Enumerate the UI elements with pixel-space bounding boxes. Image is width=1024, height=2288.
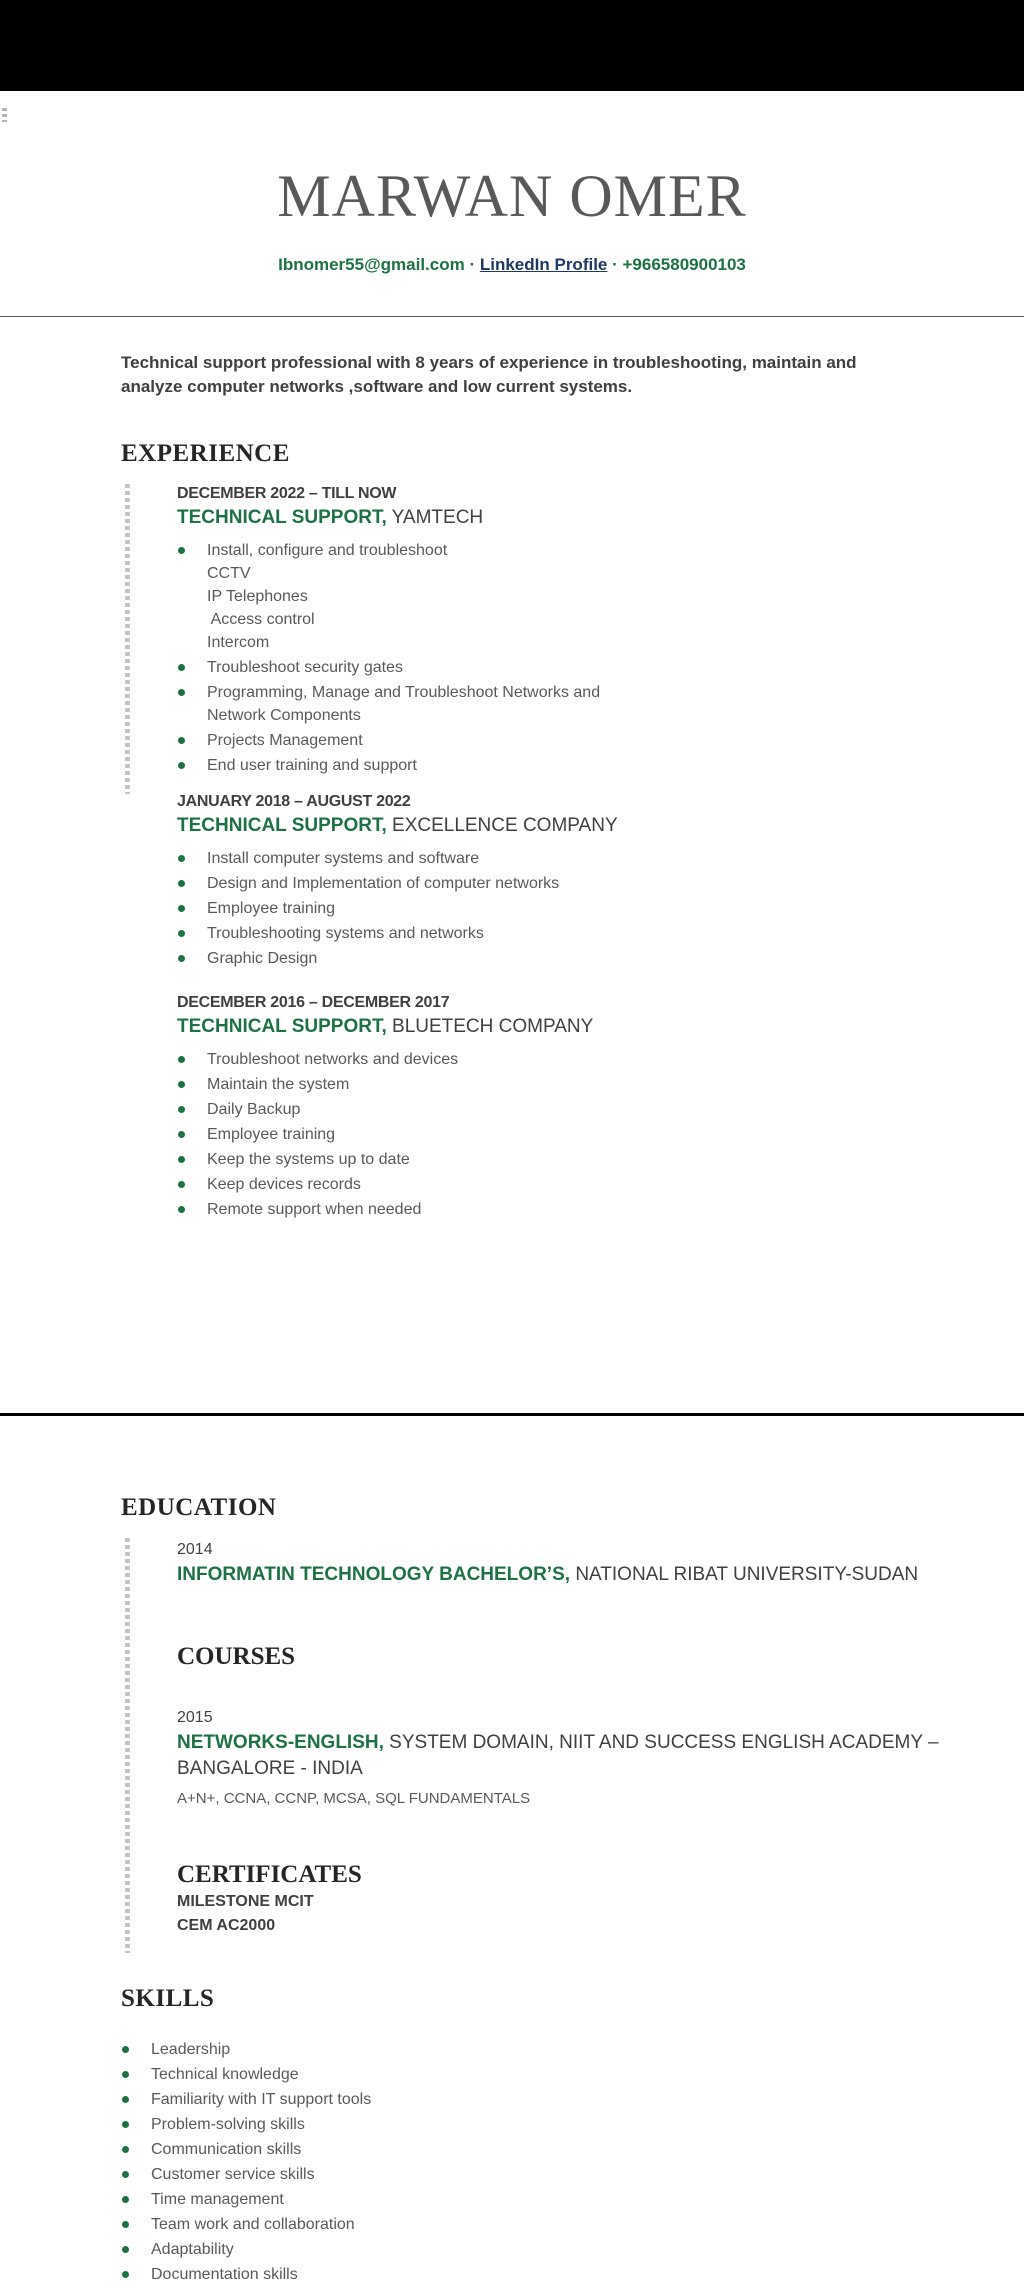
list-item (121, 2238, 821, 2261)
bullet-text: End user training and support (207, 757, 417, 774)
bullet-subline: CCTV (207, 565, 251, 582)
list-item (177, 1073, 957, 1096)
certificate-item: MILESTONE MCIT (177, 1893, 314, 1910)
linkedin-link[interactable]: LinkedIn Profile (479, 255, 608, 274)
bullet-text: Install computer systems and software (207, 850, 480, 867)
skill-text: Customer service skills (151, 2166, 315, 2183)
list-item (177, 1048, 957, 1071)
course-provider: SYSTEM DOMAIN, NIIT AND SUCCESS ENGLISH ACADEMY – BANGALORE - INDIA (177, 1732, 939, 1779)
degree-name: INFORMATIN TECHNOLOGY BACHELOR’S, (177, 1564, 571, 1585)
page-break-divider (0, 1413, 1024, 1416)
skill-text: Adaptability (151, 2241, 234, 2258)
job-role: TECHNICAL SUPPORT, (177, 815, 387, 836)
skill-text: Problem-solving skills (151, 2116, 305, 2133)
bullet-text: Remote support when needed (207, 1201, 422, 1218)
list-item (177, 847, 957, 870)
job-title (177, 505, 957, 531)
separator: · (464, 255, 480, 274)
courses-heading: COURSES (177, 1643, 296, 1670)
job-bullets (177, 847, 957, 970)
bullet-text: Troubleshoot security gates (207, 659, 403, 676)
bullet-text: Employee training (207, 900, 336, 917)
course-entry (177, 1706, 957, 1810)
bullet-text: Design and Implementation of computer networks (207, 875, 560, 892)
top-black-bar (0, 0, 1024, 91)
certificates-list (177, 1890, 957, 1938)
drag-handle-icon[interactable] (2, 108, 7, 122)
bullet-subline: Intercom (207, 634, 270, 651)
job-entry-3 (177, 992, 957, 1223)
course-list: A+N+, CCNA, CCNP, MCSA, SQL FUNDAMENTALS (177, 1790, 531, 1807)
bullet-text: Daily Backup (207, 1101, 301, 1118)
list-item (177, 539, 957, 654)
bullet-text: Maintain the system (207, 1076, 350, 1093)
contact-line (0, 255, 1024, 275)
bullet-text: Troubleshooting systems and networks (207, 925, 484, 942)
job-company: BLUETECH COMPANY (392, 1016, 594, 1037)
skill-text: Communication skills (151, 2141, 302, 2158)
skill-text: Familiarity with IT support tools (151, 2091, 372, 2108)
education-year: 2014 (177, 1541, 213, 1558)
certificate-item: CEM AC2000 (177, 1917, 276, 1934)
list-item (121, 2063, 821, 2086)
header-divider (0, 316, 1024, 317)
job-entry-2 (177, 791, 957, 972)
bullet-subline: Network Components (207, 707, 361, 724)
list-item (177, 1173, 957, 1196)
list-item (177, 872, 957, 895)
job-date: DECEMBER 2016 – DECEMBER 2017 (177, 994, 450, 1011)
job-bullets (177, 539, 957, 777)
resume-name: MARWAN OMER (277, 163, 747, 229)
skills-heading: SKILLS (121, 1985, 215, 2012)
job-company: YAMTECH (391, 507, 484, 528)
list-item (121, 2188, 821, 2211)
bullet-text: Troubleshoot networks and devices (207, 1051, 459, 1068)
skill-text: Technical knowledge (151, 2066, 299, 2083)
list-item (177, 922, 957, 945)
list-item (121, 2163, 821, 2186)
course-year: 2015 (177, 1709, 213, 1726)
list-item (177, 1198, 957, 1221)
email-link[interactable]: Ibnomer55@gmail.com (278, 255, 465, 274)
list-item (177, 656, 957, 679)
experience-timeline (125, 484, 130, 794)
bullet-text: Employee training (207, 1126, 336, 1143)
phone-text: +966580900103 (622, 255, 746, 274)
job-role: TECHNICAL SUPPORT, (177, 1016, 387, 1037)
list-item (177, 1098, 957, 1121)
job-date: DECEMBER 2022 – TILL NOW (177, 485, 397, 502)
skill-text: Documentation skills (151, 2266, 298, 2283)
education-entry (177, 1538, 957, 1588)
job-company: EXCELLENCE COMPANY (392, 815, 618, 836)
list-item (121, 2088, 821, 2111)
list-item (177, 681, 957, 727)
list-item (177, 1148, 957, 1171)
job-title (177, 813, 957, 839)
skill-text: Team work and collaboration (151, 2216, 355, 2233)
list-item (121, 2213, 821, 2236)
experience-heading: EXPERIENCE (121, 440, 290, 467)
list-item (121, 2038, 821, 2061)
separator: · (607, 255, 623, 274)
job-title (177, 1014, 957, 1040)
skills-list (121, 2038, 821, 2286)
bullet-text: Keep devices records (207, 1176, 361, 1193)
skill-text: Time management (151, 2191, 284, 2208)
list-item (177, 947, 957, 970)
course-title (177, 1730, 957, 1782)
bullet-text: Keep the systems up to date (207, 1151, 410, 1168)
certificates-heading: CERTIFICATES (177, 1861, 362, 1888)
bullet-text: Graphic Design (207, 950, 318, 967)
bullet-subline: IP Telephones (207, 588, 308, 605)
list-item (177, 1123, 957, 1146)
list-item (177, 754, 957, 777)
course-name: NETWORKS-ENGLISH, (177, 1732, 384, 1753)
skill-text: Leadership (151, 2041, 231, 2058)
education-heading: EDUCATION (121, 1494, 277, 1521)
job-entry-1 (177, 483, 957, 779)
education-title (177, 1562, 957, 1588)
list-item (121, 2138, 821, 2161)
list-item (121, 2113, 821, 2136)
skills-section (121, 2030, 821, 2288)
education-timeline (125, 1538, 130, 1953)
bullet-text: Programming, Manage and Troubleshoot Networks and (207, 684, 601, 701)
bullet-text: Install, configure and troubleshoot (207, 542, 448, 559)
bullet-subline: Access control (207, 611, 315, 628)
bullet-text: Projects Management (207, 732, 363, 749)
list-item (177, 897, 957, 920)
summary-text: Technical support professional with 8 years of experience in troubleshooting, maintain and analyze computer networks ,software and low current systems. (121, 353, 857, 396)
school-name: NATIONAL RIBAT UNIVERSITY-SUDAN (575, 1564, 919, 1585)
job-date: JANUARY 2018 – AUGUST 2022 (177, 793, 411, 810)
job-bullets (177, 1048, 957, 1221)
job-role: TECHNICAL SUPPORT, (177, 507, 387, 528)
list-item (177, 729, 957, 752)
